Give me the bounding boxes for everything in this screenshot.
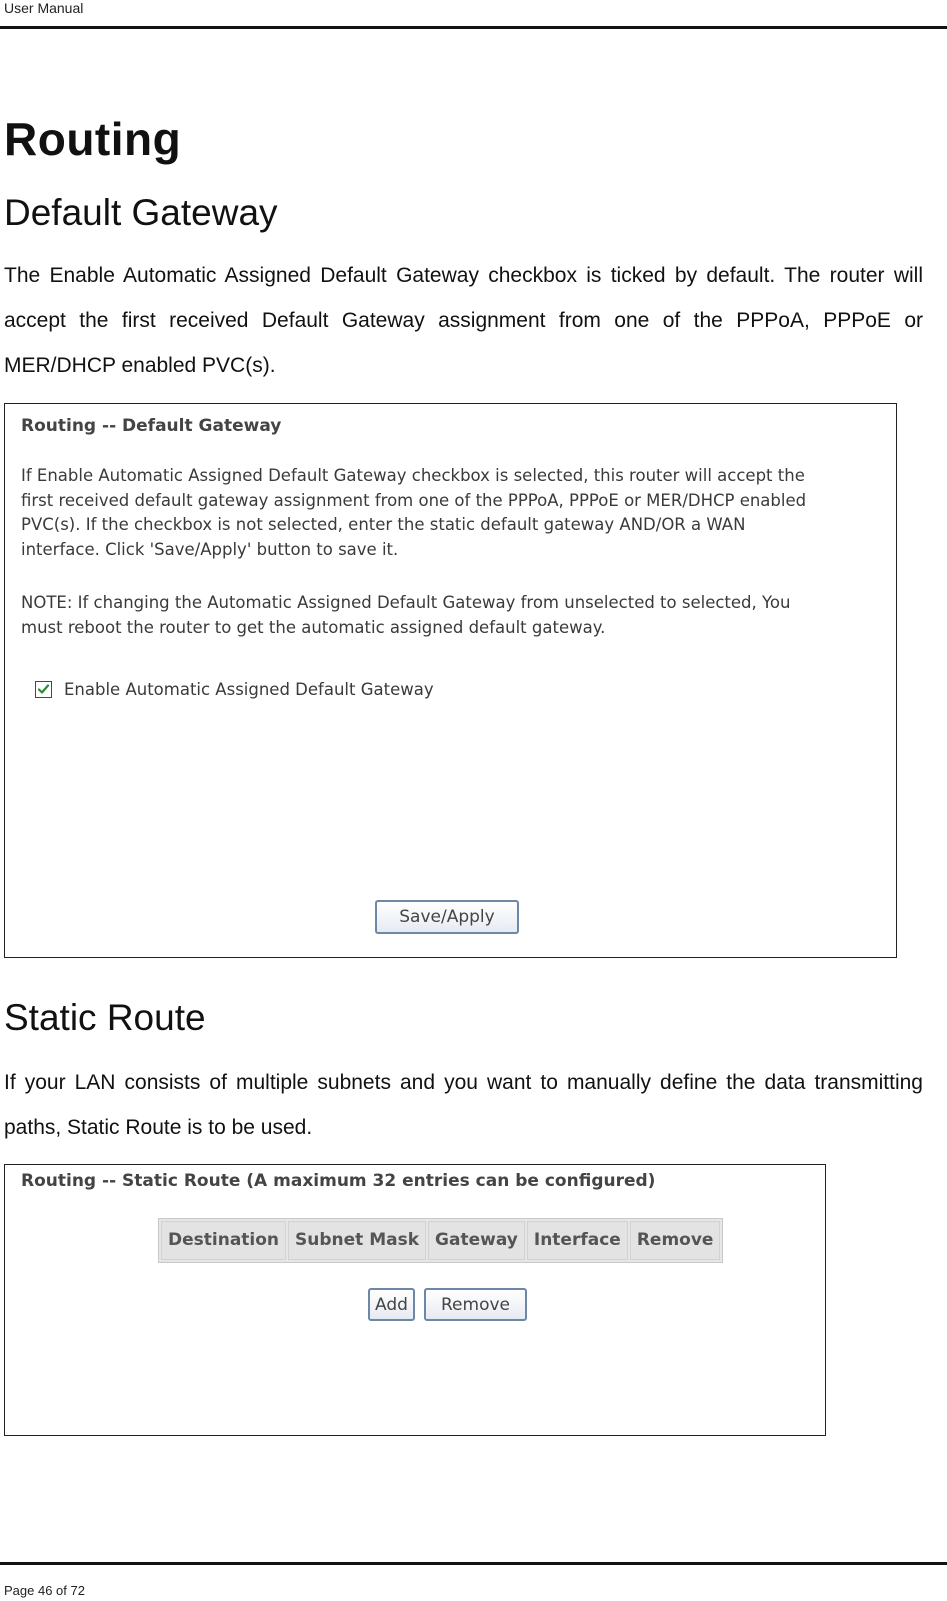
save-apply-button[interactable]: Save/Apply <box>375 900 519 934</box>
default-gateway-paragraph: The Enable Automatic Assigned Default Gateway checkbox is ticked by default. The router will accept the first received Default Gateway assignment from one of the PPPoA, PPPoE or MER/DHCP enabled PVC(s). <box>4 264 923 377</box>
static-route-screenshot <box>4 1164 826 1436</box>
default-gateway-description <box>21 464 806 562</box>
static-route-screen-title: Routing -- Static Route (A maximum 32 entries can be configured) <box>21 1171 656 1191</box>
column-gateway: Gateway <box>428 1221 525 1260</box>
auto-gateway-option <box>35 680 434 699</box>
description-line: PVC(s). If the checkbox is not selected, enter the static default gateway AND/OR a WAN <box>21 515 746 534</box>
auto-gateway-label: Enable Automatic Assigned Default Gateway <box>64 680 434 699</box>
column-subnet-mask: Subnet Mask <box>288 1221 426 1260</box>
description-line: first received default gateway assignment from one of the PPPoA, PPPoE or MER/DHCP enabled <box>21 490 807 510</box>
header-rule <box>0 26 947 29</box>
auto-gateway-checkbox[interactable] <box>35 681 52 698</box>
remove-route-button[interactable]: Remove <box>424 1288 527 1321</box>
checkmark-icon <box>37 683 50 696</box>
table-header-row <box>161 1221 720 1260</box>
static-route-table <box>158 1218 723 1263</box>
default-gateway-screenshot <box>4 403 897 958</box>
default-gateway-note <box>21 591 790 640</box>
chapter-title: Routing <box>4 113 182 165</box>
note-line: must reboot the router to get the automatic assigned default gateway. <box>21 617 606 637</box>
running-header: User Manual <box>4 0 84 16</box>
footer-rule <box>0 1562 947 1565</box>
description-line: interface. Click 'Save/Apply' button to save it. <box>21 539 399 559</box>
static-route-heading: Static Route <box>4 997 206 1038</box>
default-gateway-screen-title: Routing -- Default Gateway <box>21 416 282 436</box>
note-line: NOTE: If changing the Automatic Assigned Default Gateway from unselected to selected, You <box>21 593 791 612</box>
add-route-button[interactable]: Add <box>368 1288 415 1321</box>
page-number: Page 46 of 72 <box>4 1583 85 1598</box>
default-gateway-heading: Default Gateway <box>4 192 278 233</box>
column-remove: Remove <box>630 1221 721 1260</box>
column-destination: Destination <box>161 1221 286 1260</box>
column-interface: Interface <box>527 1221 628 1260</box>
description-line: If Enable Automatic Assigned Default Gateway checkbox is selected, this router will accept the <box>21 466 805 485</box>
static-route-paragraph: If your LAN consists of multiple subnets and you want to manually define the data transmitting paths, Static Route is to be used. <box>4 1071 923 1139</box>
